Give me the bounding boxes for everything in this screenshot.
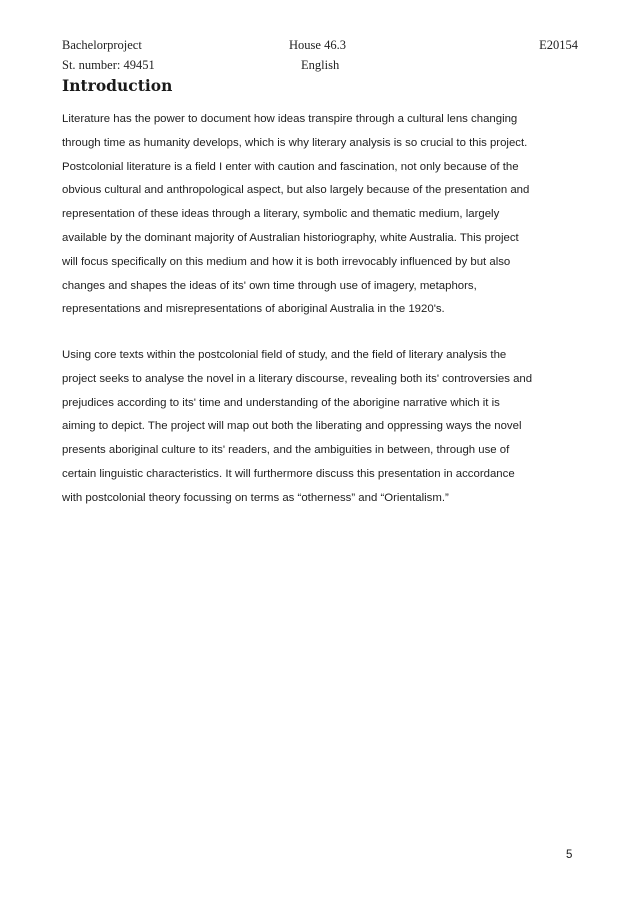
section-title: Introduction bbox=[62, 76, 173, 95]
paragraph-line: Using core texts within the postcolonial field of study, and the field of literary analysis the bbox=[62, 349, 507, 361]
header-house: House 46.3 bbox=[289, 38, 346, 52]
paragraph-line: through time as humanity develops, which is why literary analysis is so crucial to this project. bbox=[62, 136, 528, 149]
paragraph-line: Literature has the power to document how ideas transpire through a cultural lens changing bbox=[62, 113, 518, 125]
paragraph-1 bbox=[62, 108, 582, 322]
paragraph-line: project seeks to analyse the novel in a literary discourse, revealing both its' controversies and bbox=[62, 372, 533, 385]
paragraph-line: obvious cultural and anthropological aspect, but also largely because of the presentation and bbox=[62, 184, 530, 197]
header-code: E20154 bbox=[539, 38, 578, 52]
paragraph-line: Postcolonial literature is a field I enter with caution and fascination, not only because of the bbox=[62, 160, 519, 173]
header-subject: English bbox=[301, 58, 340, 72]
paragraph-line: presents aboriginal culture to its' readers, and the ambiguities in between, through use of bbox=[62, 444, 510, 457]
header-course: Bachelorproject bbox=[62, 38, 142, 52]
paragraph-line: will focus specifically on this medium and how it is both irrevocably influenced by but also bbox=[62, 255, 511, 268]
header-row-1 bbox=[62, 38, 578, 56]
paragraph-line: representation of these ideas through a literary, symbolic and thematic medium, largely bbox=[62, 208, 500, 221]
paragraph-line: available by the dominant majority of Australian historiography, white Australia. This project bbox=[62, 231, 519, 244]
paragraph-2 bbox=[62, 344, 582, 511]
paragraph-line: with postcolonial theory focussing on terms as “otherness” and “Orientalism.” bbox=[62, 491, 449, 504]
page-number: 5 bbox=[566, 849, 573, 861]
paragraph-line: aiming to depict. The project will map out both the liberating and oppressing ways the novel bbox=[62, 420, 522, 433]
paragraph-line: prejudices according to its' time and understanding of the aborigine narrative which it is bbox=[62, 396, 500, 409]
header-student-number: St. number: 49451 bbox=[62, 58, 155, 72]
paragraph-line: changes and shapes the ideas of its' own time through use of imagery, metaphors, bbox=[62, 279, 477, 292]
paragraph-line: representations and misrepresentations of aboriginal Australia in the 1920's. bbox=[62, 303, 445, 316]
header-row-2 bbox=[62, 58, 578, 76]
paragraph-line: certain linguistic characteristics. It will furthermore discuss this presentation in accordance bbox=[62, 467, 515, 480]
